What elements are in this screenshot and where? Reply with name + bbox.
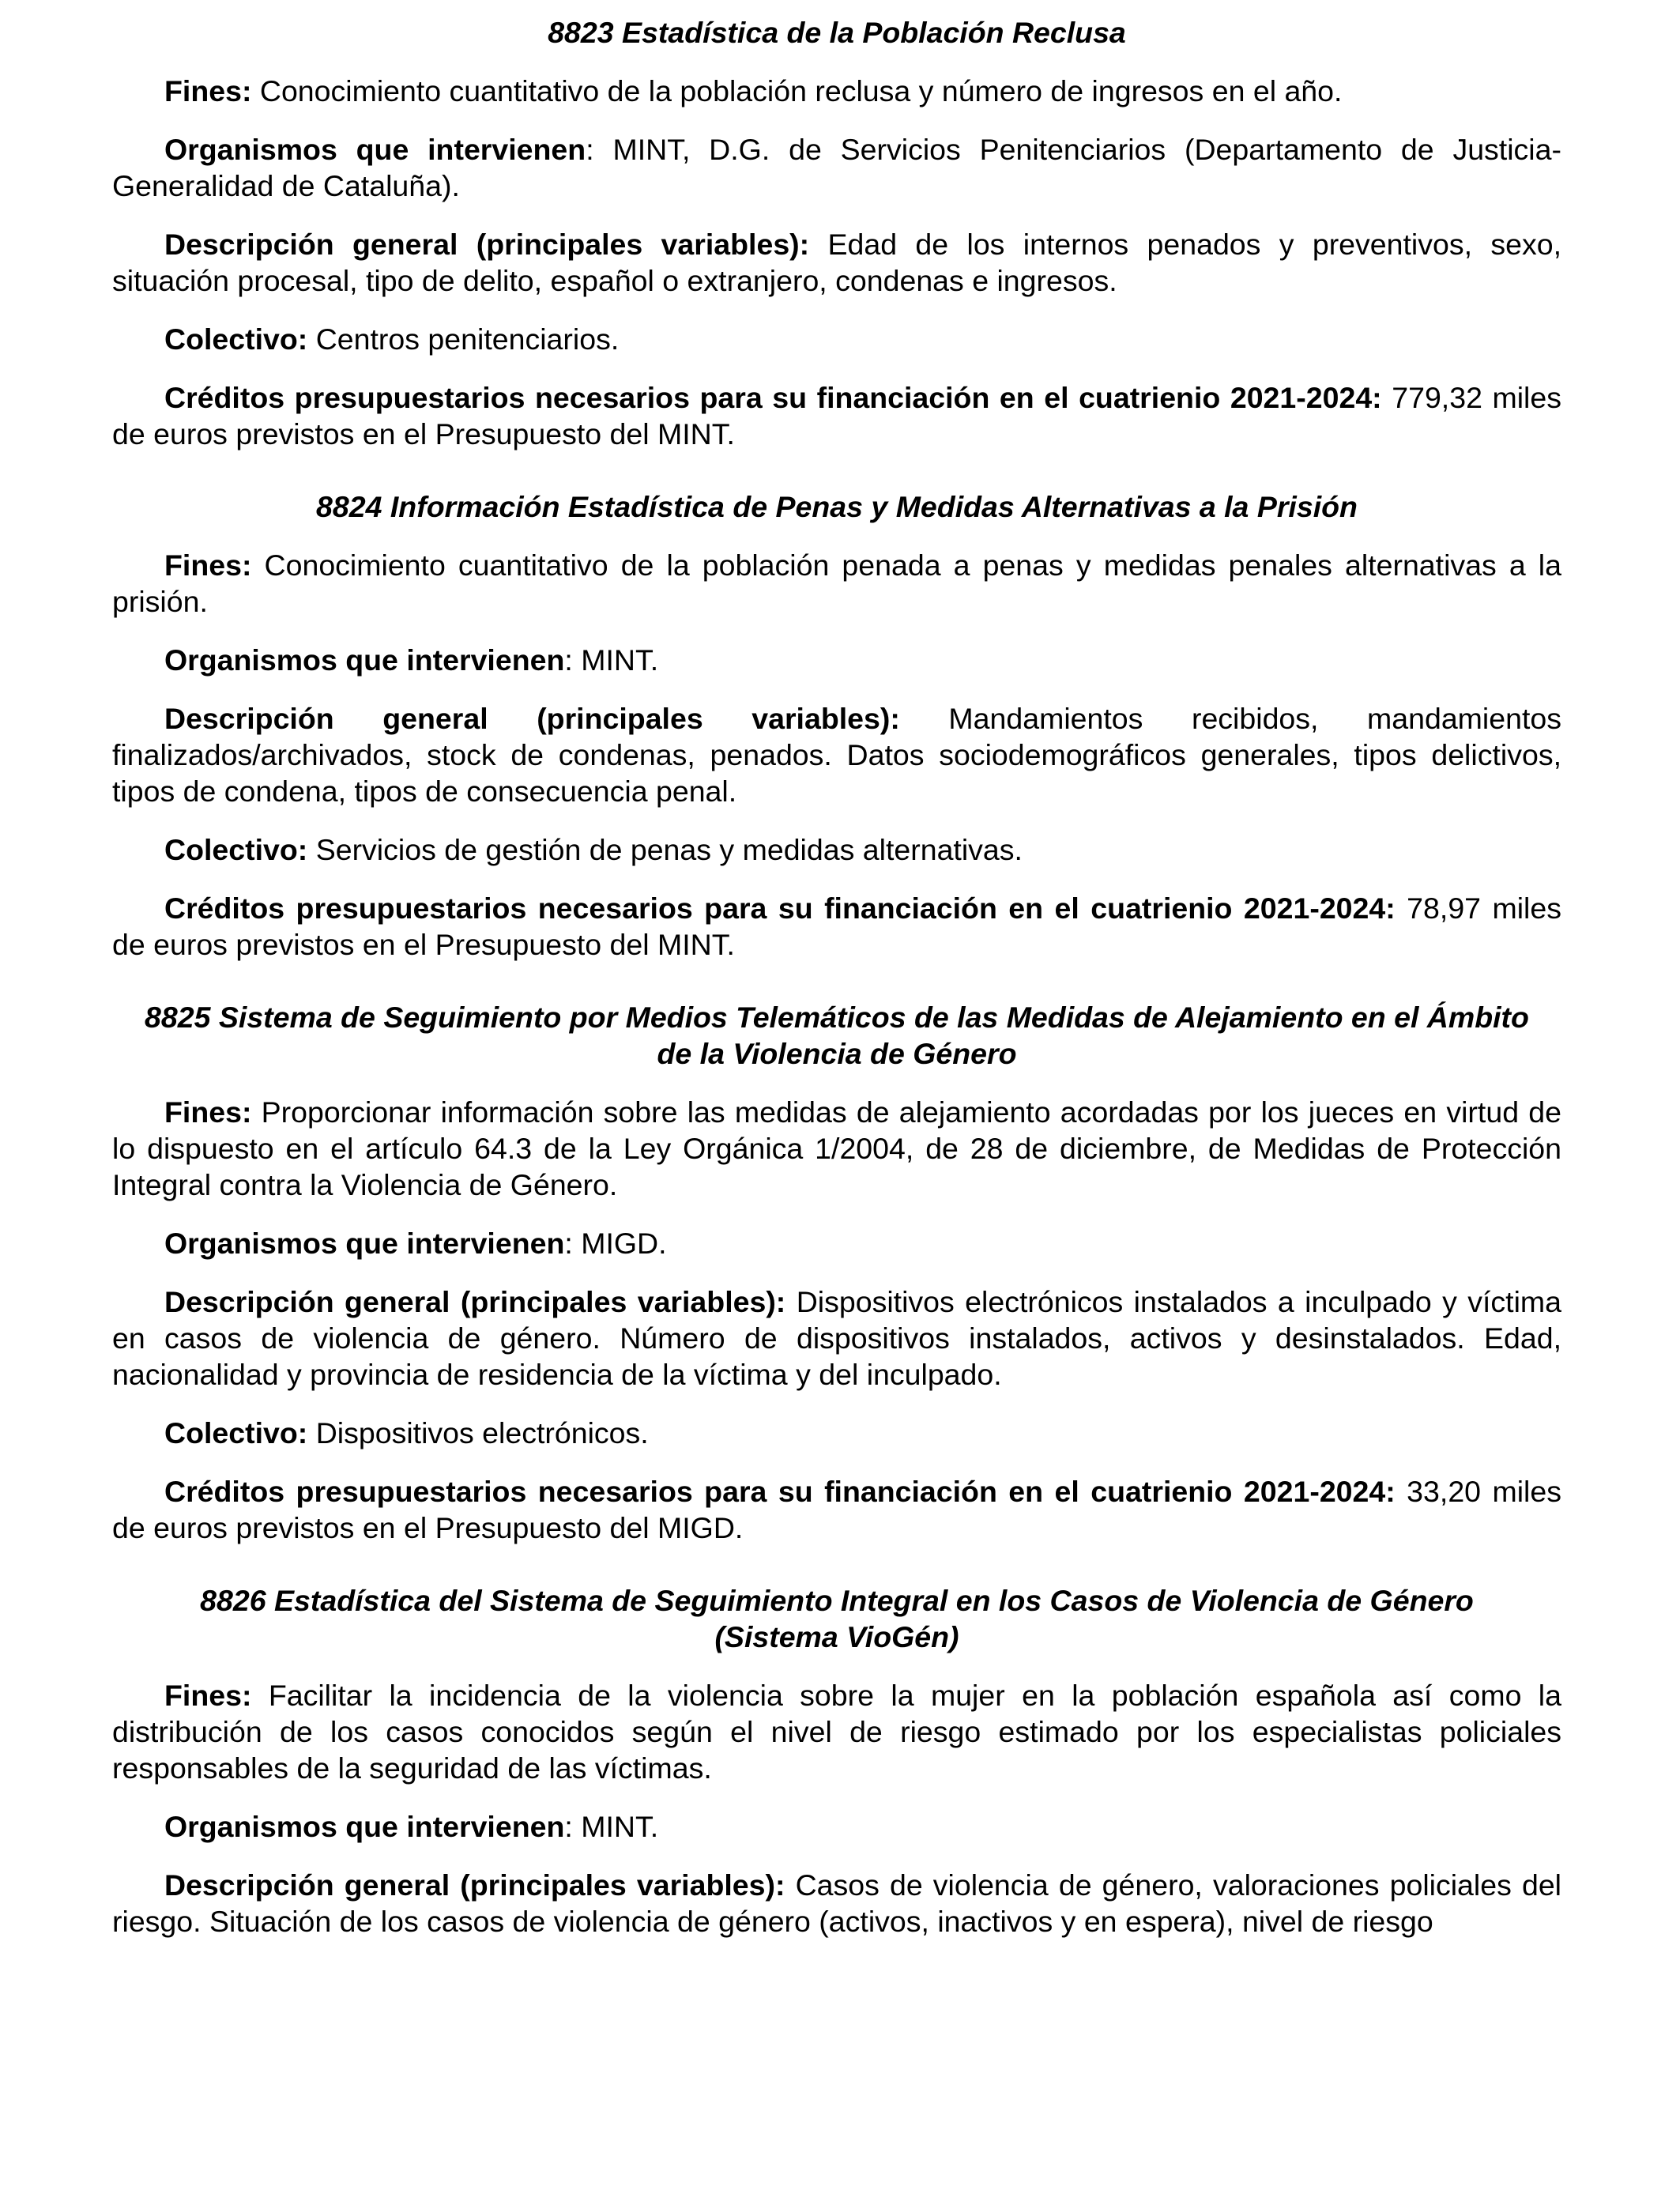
colectivo-label: Colectivo: xyxy=(164,833,308,866)
fines-label: Fines: xyxy=(164,548,252,582)
fines-label: Fines: xyxy=(164,74,252,107)
organismos-text: : MINT. xyxy=(564,643,659,677)
fines-paragraph xyxy=(112,1094,1561,1203)
fines-text: Facilitar la incidencia de la violencia sobre la mujer en la población española así como la distribución de los casos conocidos según el nivel de riesgo estimado por los especialistas policiales responsables de la seguridad de las víctimas. xyxy=(112,1679,1561,1785)
organismos-text: : MINT, D.G. de Servicios Penitenciarios (Departamento de Justicia-Generalidad de Cataluña). xyxy=(112,133,1561,202)
fines-paragraph xyxy=(112,1677,1561,1786)
colectivo-paragraph xyxy=(112,831,1561,868)
creditos-text: 78,97 miles de euros previstos en el Presupuesto del MINT. xyxy=(112,892,1561,961)
descripcion-paragraph xyxy=(112,226,1561,299)
fines-text: Proporcionar información sobre las medidas de alejamiento acordadas por los jueces en virtud de lo dispuesto en el artículo 64.3 de la Ley Orgánica 1/2004, de 28 de diciembre, de Medidas de Protección Integral contra la Violencia de Género. xyxy=(112,1095,1561,1201)
creditos-text: 33,20 miles de euros previstos en el Presupuesto del MIGD. xyxy=(112,1475,1561,1544)
section-title: 8826 Estadística del Sistema de Seguimiento Integral en los Casos de Violencia de Género (Sistema VioGén) xyxy=(200,1584,1474,1653)
fines-text: Conocimiento cuantitativo de la población reclusa y número de ingresos en el año. xyxy=(251,74,1343,107)
colectivo-paragraph xyxy=(112,1415,1561,1451)
creditos-text: 779,32 miles de euros previstos en el Presupuesto del MINT. xyxy=(112,381,1561,450)
descripcion-text: Dispositivos electrónicos instalados a inculpado y víctima en casos de violencia de género. Número de dispositivos instalados, activos y desinstalados. Edad, nacionalidad y provincia de residencia de la víctima y del inculpado. xyxy=(112,1285,1562,1391)
organismos-label: Organismos que intervienen xyxy=(164,133,586,166)
organismos-paragraph xyxy=(112,131,1561,204)
organismos-paragraph xyxy=(112,1225,1561,1261)
section-8826 xyxy=(112,1582,1561,1940)
fines-label: Fines: xyxy=(164,1095,252,1129)
section-8824 xyxy=(112,488,1561,963)
fines-text: Conocimiento cuantitativo de la población penada a penas y medidas penales alternativas a la prisión. xyxy=(112,548,1561,618)
organismos-paragraph xyxy=(112,642,1561,678)
descripcion-label: Descripción general (principales variables): xyxy=(164,702,900,735)
descripcion-label: Descripción general (principales variables): xyxy=(164,228,810,261)
colectivo-text: Centros penitenciarios. xyxy=(307,322,620,356)
organismos-label: Organismos que intervienen xyxy=(164,1227,565,1260)
organismos-text: : MIGD. xyxy=(564,1227,667,1260)
colectivo-label: Colectivo: xyxy=(164,1416,308,1449)
section-title: 8825 Sistema de Seguimiento por Medios Telemáticos de las Medidas de Alejamiento en el Ámbito de la Violencia de Género xyxy=(145,1001,1529,1070)
colectivo-text: Servicios de gestión de penas y medidas alternativas. xyxy=(307,833,1023,866)
organismos-label: Organismos que intervienen xyxy=(164,643,565,677)
organismos-label: Organismos que intervienen xyxy=(164,1810,565,1843)
section-title: 8823 Estadística de la Población Reclusa xyxy=(548,16,1126,49)
section-8823 xyxy=(112,14,1561,452)
creditos-label: Créditos presupuestarios necesarios para su financiación en el cuatrienio 2021-2024: xyxy=(164,892,1396,925)
descripcion-text: Mandamientos recibidos, mandamientos finalizados/archivados, stock de condenas, penados. Datos sociodemográficos generales, tipos delictivos, tipos de condena, tipos de consecuencia penal. xyxy=(112,702,1561,808)
section-title: 8824 Información Estadística de Penas y Medidas Alternativas a la Prisión xyxy=(316,490,1358,523)
organismos-paragraph xyxy=(112,1808,1561,1845)
document-page xyxy=(112,14,1561,1962)
creditos-paragraph xyxy=(112,890,1561,963)
fines-label: Fines: xyxy=(164,1679,252,1712)
organismos-text: : MINT. xyxy=(564,1810,659,1843)
descripcion-paragraph xyxy=(112,700,1561,809)
descripcion-text: Edad de los internos penados y preventivos, sexo, situación procesal, tipo de delito, español o extranjero, condenas e ingresos. xyxy=(112,228,1562,297)
fines-paragraph xyxy=(112,73,1561,109)
creditos-paragraph xyxy=(112,1473,1561,1546)
descripcion-label: Descripción general (principales variables): xyxy=(164,1868,785,1902)
colectivo-label: Colectivo: xyxy=(164,322,308,356)
fines-paragraph xyxy=(112,547,1561,620)
descripcion-paragraph xyxy=(112,1284,1561,1393)
colectivo-paragraph xyxy=(112,321,1561,357)
section-8825 xyxy=(112,999,1561,1546)
creditos-label: Créditos presupuestarios necesarios para su financiación en el cuatrienio 2021-2024: xyxy=(164,1475,1396,1508)
descripcion-text: Casos de violencia de género, valoraciones policiales del riesgo. Situación de los casos de violencia de género (activos, inactivos y en espera), nivel de riesgo xyxy=(112,1868,1562,1938)
creditos-paragraph xyxy=(112,379,1561,452)
colectivo-text: Dispositivos electrónicos. xyxy=(307,1416,649,1449)
descripcion-paragraph xyxy=(112,1867,1561,1940)
creditos-label: Créditos presupuestarios necesarios para su financiación en el cuatrienio 2021-2024: xyxy=(164,381,1382,414)
descripcion-label: Descripción general (principales variables): xyxy=(164,1285,786,1318)
